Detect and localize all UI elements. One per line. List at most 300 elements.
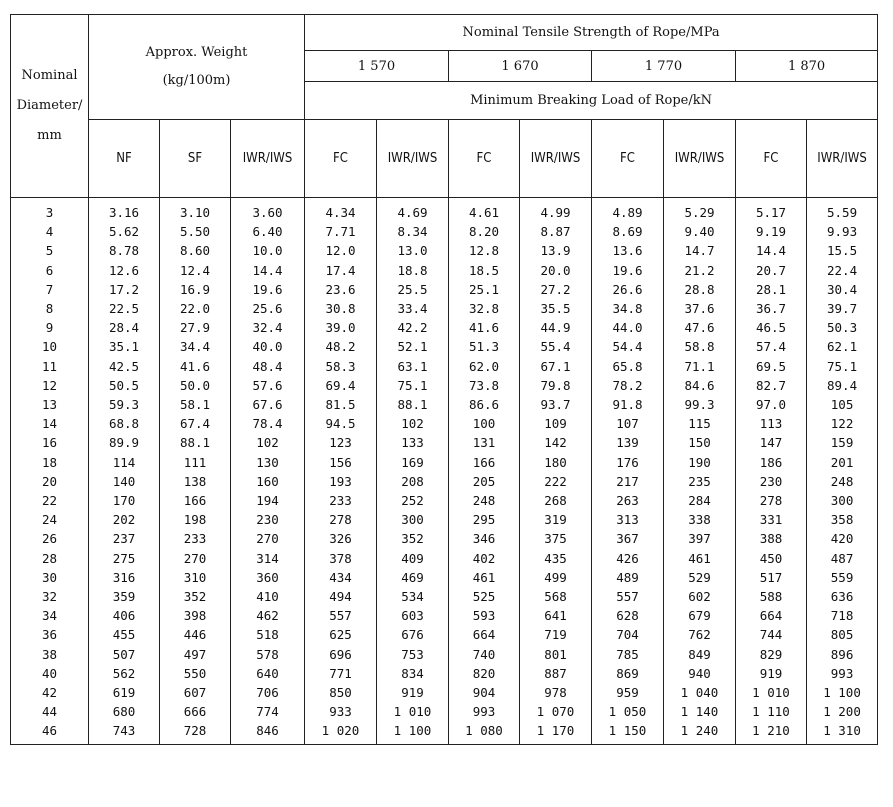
table-cell: 446	[160, 625, 231, 644]
table-cell: 904	[449, 683, 520, 702]
approx-weight-line-2: (kg/100m)	[162, 73, 231, 88]
table-cell: 450	[736, 549, 807, 568]
table-cell: 79.8	[520, 376, 592, 395]
diameter-cell: 9	[11, 318, 89, 337]
table-cell: 696	[305, 645, 377, 664]
table-cell: 100	[449, 414, 520, 433]
breaking-load-header: Minimum Breaking Load of Rope/kN	[305, 82, 878, 120]
table-cell: 346	[449, 529, 520, 548]
table-cell: 562	[89, 664, 160, 683]
table-cell: 86.6	[449, 395, 520, 414]
table-cell: 680	[89, 702, 160, 721]
table-cell: 19.6	[592, 261, 664, 280]
table-cell: 34.8	[592, 299, 664, 318]
nominal-diameter-line-2: Diameter/	[16, 98, 83, 113]
table-cell: 358	[807, 510, 878, 529]
table-cell: 359	[89, 587, 160, 606]
table-cell: 9.93	[807, 222, 878, 241]
table-cell: 489	[592, 568, 664, 587]
table-cell: 20.0	[520, 261, 592, 280]
table-cell: 619	[89, 683, 160, 702]
table-cell: 7.71	[305, 222, 377, 241]
table-cell: 17.2	[89, 280, 160, 299]
table-cell: 205	[449, 472, 520, 491]
table-cell: 270	[231, 529, 305, 548]
table-row	[11, 395, 878, 414]
table-cell: 16.9	[160, 280, 231, 299]
table-cell: 25.5	[377, 280, 449, 299]
table-cell: 202	[89, 510, 160, 529]
table-cell: 462	[231, 606, 305, 625]
table-cell: 67.1	[520, 357, 592, 376]
table-cell: 25.1	[449, 280, 520, 299]
table-cell: 774	[231, 702, 305, 721]
table-cell: 102	[377, 414, 449, 433]
table-row	[11, 472, 878, 491]
approx-weight-line-1: Approx. Weight	[145, 45, 248, 60]
table-cell: 426	[592, 549, 664, 568]
table-cell: 887	[520, 664, 592, 683]
table-cell: 295	[449, 510, 520, 529]
table-cell: 58.1	[160, 395, 231, 414]
table-cell: 13.6	[592, 241, 664, 260]
table-cell: 352	[160, 587, 231, 606]
table-cell: 518	[231, 625, 305, 644]
table-cell: 3.10	[160, 198, 231, 223]
diameter-cell: 44	[11, 702, 89, 721]
table-cell: 557	[592, 587, 664, 606]
table-cell: 636	[807, 587, 878, 606]
table-cell: 820	[449, 664, 520, 683]
table-cell: 88.1	[160, 433, 231, 452]
table-cell: 919	[377, 683, 449, 702]
table-cell: 785	[592, 645, 664, 664]
table-cell: 97.0	[736, 395, 807, 414]
table-body	[11, 198, 878, 745]
table-cell: 44.0	[592, 318, 664, 337]
table-cell: 22.4	[807, 261, 878, 280]
table-cell: 169	[377, 453, 449, 472]
table-cell: 5.50	[160, 222, 231, 241]
diameter-cell: 18	[11, 453, 89, 472]
table-cell: 107	[592, 414, 664, 433]
table-cell: 529	[664, 568, 736, 587]
table-cell: 201	[807, 453, 878, 472]
diameter-cell: 32	[11, 587, 89, 606]
table-cell: 263	[592, 491, 664, 510]
table-cell: 122	[807, 414, 878, 433]
table-cell: 35.1	[89, 337, 160, 356]
diameter-cell: 28	[11, 549, 89, 568]
table-cell: 388	[736, 529, 807, 548]
table-cell: 233	[160, 529, 231, 548]
table-cell: 78.4	[231, 414, 305, 433]
table-cell: 63.1	[377, 357, 449, 376]
col-header-weight-iwr-iws: IWR/IWS	[231, 120, 305, 198]
table-cell: 8.78	[89, 241, 160, 260]
diameter-cell: 10	[11, 337, 89, 356]
table-cell: 10.0	[231, 241, 305, 260]
table-cell: 469	[377, 568, 449, 587]
table-row	[11, 222, 878, 241]
table-cell: 420	[807, 529, 878, 548]
table-cell: 278	[305, 510, 377, 529]
table-cell: 12.0	[305, 241, 377, 260]
table-cell: 666	[160, 702, 231, 721]
table-cell: 1 240	[664, 721, 736, 744]
table-cell: 4.61	[449, 198, 520, 223]
table-cell: 42.2	[377, 318, 449, 337]
table-cell: 111	[160, 453, 231, 472]
table-cell: 21.2	[664, 261, 736, 280]
table-cell: 252	[377, 491, 449, 510]
table-cell: 578	[231, 645, 305, 664]
table-cell: 133	[377, 433, 449, 452]
table-cell: 978	[520, 683, 592, 702]
table-cell: 230	[231, 510, 305, 529]
diameter-cell: 22	[11, 491, 89, 510]
table-cell: 230	[736, 472, 807, 491]
table-cell: 849	[664, 645, 736, 664]
nominal-diameter-line-1: Nominal	[21, 68, 78, 83]
diameter-cell: 42	[11, 683, 89, 702]
table-cell: 217	[592, 472, 664, 491]
table-cell: 367	[592, 529, 664, 548]
table-row	[11, 549, 878, 568]
table-cell: 762	[664, 625, 736, 644]
table-cell: 58.3	[305, 357, 377, 376]
table-cell: 48.4	[231, 357, 305, 376]
table-row	[11, 664, 878, 683]
table-cell: 26.6	[592, 280, 664, 299]
table-cell: 8.34	[377, 222, 449, 241]
table-cell: 1 110	[736, 702, 807, 721]
table-cell: 57.4	[736, 337, 807, 356]
table-cell: 67.6	[231, 395, 305, 414]
table-cell: 69.5	[736, 357, 807, 376]
table-cell: 740	[449, 645, 520, 664]
table-cell: 109	[520, 414, 592, 433]
table-cell: 20.7	[736, 261, 807, 280]
col-header-1570-fc: FC	[305, 120, 377, 198]
table-cell: 138	[160, 472, 231, 491]
table-row	[11, 683, 878, 702]
table-cell: 28.4	[89, 318, 160, 337]
table-cell: 37.6	[664, 299, 736, 318]
table-cell: 744	[736, 625, 807, 644]
table-cell: 18.8	[377, 261, 449, 280]
table-cell: 607	[160, 683, 231, 702]
table-cell: 115	[664, 414, 736, 433]
table-cell: 233	[305, 491, 377, 510]
nominal-diameter-header	[11, 15, 89, 198]
table-cell: 123	[305, 433, 377, 452]
table-cell: 5.29	[664, 198, 736, 223]
diameter-cell: 4	[11, 222, 89, 241]
table-cell: 139	[592, 433, 664, 452]
col-header-1870-iwr-iws: IWR/IWS	[807, 120, 878, 198]
table-cell: 314	[231, 549, 305, 568]
table-cell: 550	[160, 664, 231, 683]
table-cell: 718	[807, 606, 878, 625]
table-cell: 494	[305, 587, 377, 606]
table-cell: 397	[664, 529, 736, 548]
table-cell: 59.3	[89, 395, 160, 414]
diameter-cell: 14	[11, 414, 89, 433]
table-cell: 12.4	[160, 261, 231, 280]
table-cell: 36.7	[736, 299, 807, 318]
table-cell: 94.5	[305, 414, 377, 433]
table-cell: 1 150	[592, 721, 664, 744]
table-cell: 222	[520, 472, 592, 491]
diameter-cell: 5	[11, 241, 89, 260]
table-cell: 82.7	[736, 376, 807, 395]
table-cell: 487	[807, 549, 878, 568]
table-cell: 160	[231, 472, 305, 491]
diameter-cell: 7	[11, 280, 89, 299]
table-cell: 1 010	[377, 702, 449, 721]
table-cell: 1 200	[807, 702, 878, 721]
table-row	[11, 491, 878, 510]
table-cell: 39.0	[305, 318, 377, 337]
table-row	[11, 702, 878, 721]
table-cell: 719	[520, 625, 592, 644]
table-cell: 3.16	[89, 198, 160, 223]
table-row	[11, 721, 878, 744]
table-row	[11, 414, 878, 433]
table-cell: 1 050	[592, 702, 664, 721]
diameter-cell: 20	[11, 472, 89, 491]
strength-grade-1770: 1 770	[592, 51, 736, 82]
table-row	[11, 241, 878, 260]
table-cell: 834	[377, 664, 449, 683]
table-cell: 525	[449, 587, 520, 606]
strength-grade-1870: 1 870	[736, 51, 878, 82]
table-cell: 771	[305, 664, 377, 683]
table-cell: 35.5	[520, 299, 592, 318]
table-cell: 99.3	[664, 395, 736, 414]
table-cell: 331	[736, 510, 807, 529]
table-cell: 316	[89, 568, 160, 587]
table-cell: 5.59	[807, 198, 878, 223]
table-cell: 4.89	[592, 198, 664, 223]
table-cell: 50.5	[89, 376, 160, 395]
table-cell: 114	[89, 453, 160, 472]
diameter-cell: 12	[11, 376, 89, 395]
table-row	[11, 261, 878, 280]
table-cell: 1 170	[520, 721, 592, 744]
table-cell: 728	[160, 721, 231, 744]
table-cell: 1 310	[807, 721, 878, 744]
table-cell: 959	[592, 683, 664, 702]
table-cell: 58.8	[664, 337, 736, 356]
table-cell: 47.6	[664, 318, 736, 337]
col-header-sf: SF	[160, 120, 231, 198]
diameter-cell: 6	[11, 261, 89, 280]
table-cell: 5.62	[89, 222, 160, 241]
table-cell: 1 100	[377, 721, 449, 744]
table-cell: 65.8	[592, 357, 664, 376]
table-cell: 71.1	[664, 357, 736, 376]
table-cell: 235	[664, 472, 736, 491]
table-cell: 89.4	[807, 376, 878, 395]
table-cell: 41.6	[449, 318, 520, 337]
table-cell: 398	[160, 606, 231, 625]
table-cell: 30.8	[305, 299, 377, 318]
table-cell: 13.9	[520, 241, 592, 260]
table-cell: 270	[160, 549, 231, 568]
table-cell: 190	[664, 453, 736, 472]
table-cell: 237	[89, 529, 160, 548]
table-cell: 198	[160, 510, 231, 529]
table-cell: 310	[160, 568, 231, 587]
table-cell: 8.69	[592, 222, 664, 241]
table-cell: 50.0	[160, 376, 231, 395]
col-header-1670-fc: FC	[449, 120, 520, 198]
diameter-cell: 13	[11, 395, 89, 414]
table-cell: 193	[305, 472, 377, 491]
table-row	[11, 645, 878, 664]
table-cell: 22.0	[160, 299, 231, 318]
table-cell: 801	[520, 645, 592, 664]
table-cell: 166	[449, 453, 520, 472]
diameter-cell: 11	[11, 357, 89, 376]
diameter-cell: 30	[11, 568, 89, 587]
table-cell: 186	[736, 453, 807, 472]
table-cell: 176	[592, 453, 664, 472]
table-cell: 39.7	[807, 299, 878, 318]
table-cell: 170	[89, 491, 160, 510]
table-cell: 32.8	[449, 299, 520, 318]
table-row	[11, 357, 878, 376]
table-cell: 940	[664, 664, 736, 683]
table-cell: 743	[89, 721, 160, 744]
table-cell: 84.6	[664, 376, 736, 395]
table-cell: 625	[305, 625, 377, 644]
table-row	[11, 433, 878, 452]
table-cell: 12.6	[89, 261, 160, 280]
diameter-cell: 36	[11, 625, 89, 644]
table-row	[11, 625, 878, 644]
table-cell: 4.69	[377, 198, 449, 223]
table-cell: 208	[377, 472, 449, 491]
table-cell: 12.8	[449, 241, 520, 260]
table-cell: 51.3	[449, 337, 520, 356]
table-cell: 434	[305, 568, 377, 587]
diameter-cell: 16	[11, 433, 89, 452]
approx-weight-header	[89, 15, 305, 120]
table-cell: 15.5	[807, 241, 878, 260]
table-row	[11, 376, 878, 395]
table-cell: 150	[664, 433, 736, 452]
table-cell: 641	[520, 606, 592, 625]
table-cell: 93.7	[520, 395, 592, 414]
table-cell: 846	[231, 721, 305, 744]
table-cell: 640	[231, 664, 305, 683]
table-cell: 664	[449, 625, 520, 644]
table-cell: 679	[664, 606, 736, 625]
table-cell: 4.34	[305, 198, 377, 223]
table-cell: 588	[736, 587, 807, 606]
table-cell: 142	[520, 433, 592, 452]
table-cell: 159	[807, 433, 878, 452]
table-cell: 278	[736, 491, 807, 510]
table-cell: 534	[377, 587, 449, 606]
table-cell: 628	[592, 606, 664, 625]
table-cell: 455	[89, 625, 160, 644]
table-cell: 62.1	[807, 337, 878, 356]
table-cell: 27.2	[520, 280, 592, 299]
table-cell: 268	[520, 491, 592, 510]
table-cell: 338	[664, 510, 736, 529]
table-cell: 55.4	[520, 337, 592, 356]
table-row	[11, 587, 878, 606]
table-cell: 5.17	[736, 198, 807, 223]
table-cell: 593	[449, 606, 520, 625]
table-row	[11, 606, 878, 625]
table-cell: 300	[377, 510, 449, 529]
table-cell: 27.9	[160, 318, 231, 337]
table-cell: 559	[807, 568, 878, 587]
table-row	[11, 337, 878, 356]
table-cell: 3.60	[231, 198, 305, 223]
table-row	[11, 568, 878, 587]
table-cell: 753	[377, 645, 449, 664]
table-cell: 1 140	[664, 702, 736, 721]
table-cell: 73.8	[449, 376, 520, 395]
table-cell: 933	[305, 702, 377, 721]
table-cell: 603	[377, 606, 449, 625]
table-cell: 14.7	[664, 241, 736, 260]
diameter-cell: 8	[11, 299, 89, 318]
strength-grade-1670: 1 670	[449, 51, 592, 82]
table-cell: 57.6	[231, 376, 305, 395]
table-cell: 140	[89, 472, 160, 491]
table-cell: 461	[664, 549, 736, 568]
table-cell: 30.4	[807, 280, 878, 299]
table-cell: 67.4	[160, 414, 231, 433]
table-cell: 6.40	[231, 222, 305, 241]
table-row	[11, 453, 878, 472]
table-cell: 284	[664, 491, 736, 510]
diameter-cell: 40	[11, 664, 89, 683]
table-cell: 9.40	[664, 222, 736, 241]
table-cell: 69.4	[305, 376, 377, 395]
table-cell: 18.5	[449, 261, 520, 280]
table-cell: 517	[736, 568, 807, 587]
wire-rope-specification-table	[10, 14, 878, 745]
col-header-1570-iwr-iws: IWR/IWS	[377, 120, 449, 198]
table-cell: 557	[305, 606, 377, 625]
diameter-cell: 24	[11, 510, 89, 529]
table-cell: 147	[736, 433, 807, 452]
nominal-diameter-line-3: mm	[37, 128, 62, 143]
table-cell: 676	[377, 625, 449, 644]
table-cell: 50.3	[807, 318, 878, 337]
col-header-nf: NF	[89, 120, 160, 198]
table-cell: 1 080	[449, 721, 520, 744]
table-cell: 248	[807, 472, 878, 491]
diameter-cell: 34	[11, 606, 89, 625]
table-cell: 829	[736, 645, 807, 664]
table-cell: 14.4	[736, 241, 807, 260]
table-cell: 919	[736, 664, 807, 683]
table-cell: 75.1	[807, 357, 878, 376]
table-cell: 1 100	[807, 683, 878, 702]
table-cell: 993	[449, 702, 520, 721]
table-cell: 22.5	[89, 299, 160, 318]
table-cell: 32.4	[231, 318, 305, 337]
